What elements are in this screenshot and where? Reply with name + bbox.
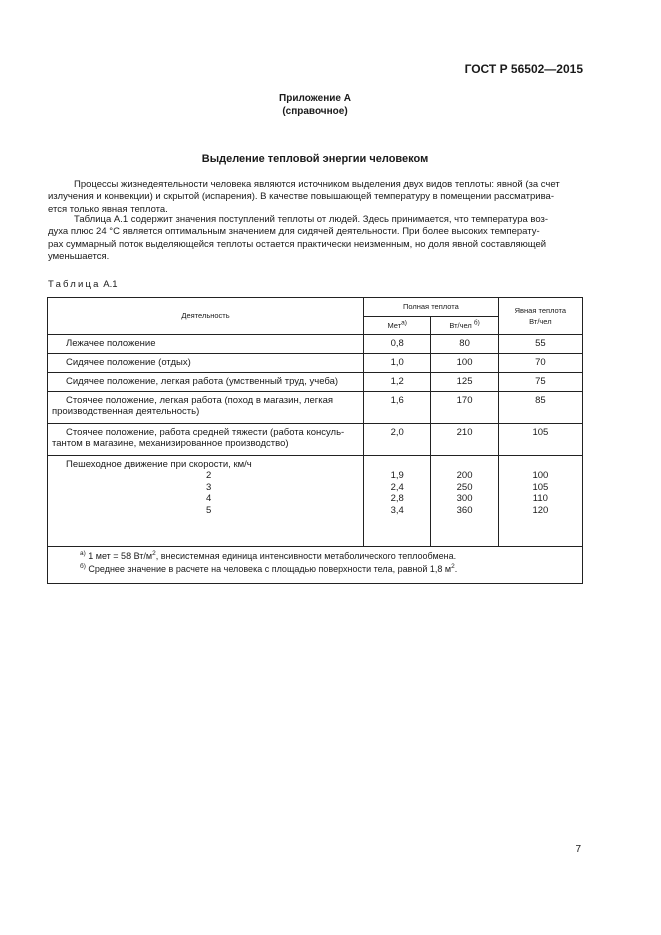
header-wt — [431, 317, 498, 335]
footnote-a-text: 1 мет = 58 Вт/м — [85, 550, 153, 561]
cell-sensible: 70 — [498, 353, 582, 372]
standard-number: ГОСТ Р 56502—2015 — [464, 62, 583, 76]
header-wt-footnote: б) — [473, 319, 480, 327]
walking-met: 1,9 — [390, 470, 404, 481]
walking-met: 2,8 — [390, 493, 404, 504]
cell-total-walking — [431, 455, 498, 546]
walking-sensible: 100 — [532, 470, 549, 481]
paragraph-line: излучения и конвекции) и скрытой (испарения). В качестве повышающей температуру в помещении рассматрива- — [48, 191, 555, 203]
footnote-b-text: Среднее значение в расчете на человека с площадью поверхности тела, равной 1,8 м — [85, 563, 452, 574]
footnote-a-text-end: , внесистемная единица интенсивности метаболического теплообмена. — [155, 550, 457, 561]
header-met-text: Мет — [387, 320, 402, 330]
header-total-heat: Полная теплота — [364, 298, 499, 317]
walking-sensible: 110 — [532, 493, 548, 504]
cell-activity-line: Стоячее положение, легкая работа (поход в магазин, легкая — [66, 394, 334, 406]
cell-met: 1,6 — [364, 391, 431, 423]
footnote-b-text-end: . — [454, 563, 458, 574]
paragraph-line: Процессы жизнедеятельности человека являются источником выделения двух видов теплоты: явной (за счет — [74, 179, 560, 190]
table-caption-id: А.1 — [103, 279, 118, 290]
walking-speed: 2 — [206, 470, 212, 481]
header-met — [364, 317, 431, 335]
cell-total: 170 — [431, 391, 498, 423]
table-row — [48, 391, 583, 423]
heat-table — [47, 297, 583, 584]
header-wt-text: Вт/чел — [449, 320, 472, 330]
paragraph-line: духа плюс 24 °С является оптимальным значением для сидячей деятельности. При более высоких температу- — [48, 226, 540, 238]
table-row — [48, 353, 583, 372]
walking-total: 300 — [456, 493, 473, 504]
cell-total: 125 — [431, 372, 498, 391]
cell-met: 1,2 — [364, 372, 431, 391]
paragraph-line: Таблица А.1 содержит значения поступлений теплоты от людей. Здесь принимается, что температура воз- — [74, 214, 549, 225]
walking-met: 2,4 — [390, 481, 404, 493]
cell-activity-line: Стоячее положение, работа средней тяжести (работа консуль- — [66, 426, 345, 438]
paragraph-2 — [48, 214, 583, 264]
walking-speed: 4 — [206, 493, 212, 504]
table-row — [48, 423, 583, 455]
footnote-b-sup: 2 — [451, 562, 455, 570]
table-notes-row — [48, 546, 583, 583]
section-title: Выделение тепловой энергии человеком — [201, 153, 429, 165]
cell-activity: Сидячее положение (отдых) — [48, 353, 364, 372]
cell-met: 1,0 — [364, 353, 431, 372]
cell-met-walking — [364, 455, 431, 546]
walking-speed: 3 — [206, 481, 212, 493]
walking-label: Пешеходное движение при скорости, км/ч — [66, 458, 252, 470]
cell-activity — [48, 423, 364, 455]
paragraph-line: рах суммарный поток выделяющейся теплоты остается практически неизменным, но доля явной составляющей — [48, 238, 547, 250]
cell-met: 0,8 — [364, 335, 431, 354]
cell-met: 2,0 — [364, 423, 431, 455]
cell-activity-line: тантом в магазине, механизированное производство) — [52, 438, 289, 449]
header-met-footnote: а) — [401, 319, 407, 327]
appendix-title: Приложение А — [279, 93, 351, 104]
paragraph-line: ется только явная теплота. — [48, 203, 168, 215]
paragraph-line: уменьшается. — [48, 251, 110, 263]
cell-total: 100 — [431, 353, 498, 372]
header-activity: Деятельность — [48, 298, 364, 335]
cell-sensible: 85 — [498, 391, 582, 423]
walking-sensible: 120 — [532, 504, 549, 516]
cell-activity: Лежачее положение — [48, 335, 364, 354]
header-sensible-line2: Вт/чел — [529, 317, 552, 326]
table-row — [48, 335, 583, 354]
cell-activity: Сидячее положение, легкая работа (умственный труд, учеба) — [48, 372, 364, 391]
appendix-heading — [0, 92, 630, 118]
cell-walking — [48, 455, 364, 546]
paragraph-1 — [48, 179, 583, 216]
cell-sensible-walking — [498, 455, 582, 546]
header-sensible-heat — [498, 298, 582, 335]
table-row — [48, 372, 583, 391]
table-notes — [48, 546, 583, 583]
cell-sensible: 75 — [498, 372, 582, 391]
footnote-b — [80, 563, 576, 576]
footnote-a — [80, 550, 576, 563]
walking-sensible: 105 — [532, 481, 549, 493]
table-caption — [48, 279, 118, 290]
cell-total: 80 — [431, 335, 498, 354]
table-caption-word: Таблица — [48, 279, 101, 290]
footnote-b-mark: б) — [80, 562, 86, 570]
cell-activity — [48, 391, 364, 423]
cell-activity-line: производственная деятельность) — [52, 406, 200, 417]
walking-speed: 5 — [206, 504, 212, 516]
cell-sensible: 105 — [498, 423, 582, 455]
page-number: 7 — [575, 844, 581, 855]
walking-total: 250 — [456, 481, 473, 493]
footnote-a-mark: а) — [80, 549, 86, 557]
appendix-type: (справочное) — [282, 106, 348, 117]
footnote-a-sup: 2 — [152, 549, 156, 557]
walking-met: 3,4 — [390, 504, 404, 516]
table-row-walking — [48, 455, 583, 546]
cell-total: 210 — [431, 423, 498, 455]
header-sensible-line1: Явная теплота — [514, 305, 567, 315]
walking-total: 360 — [456, 504, 473, 516]
walking-total: 200 — [456, 470, 473, 481]
cell-sensible: 55 — [498, 335, 582, 354]
